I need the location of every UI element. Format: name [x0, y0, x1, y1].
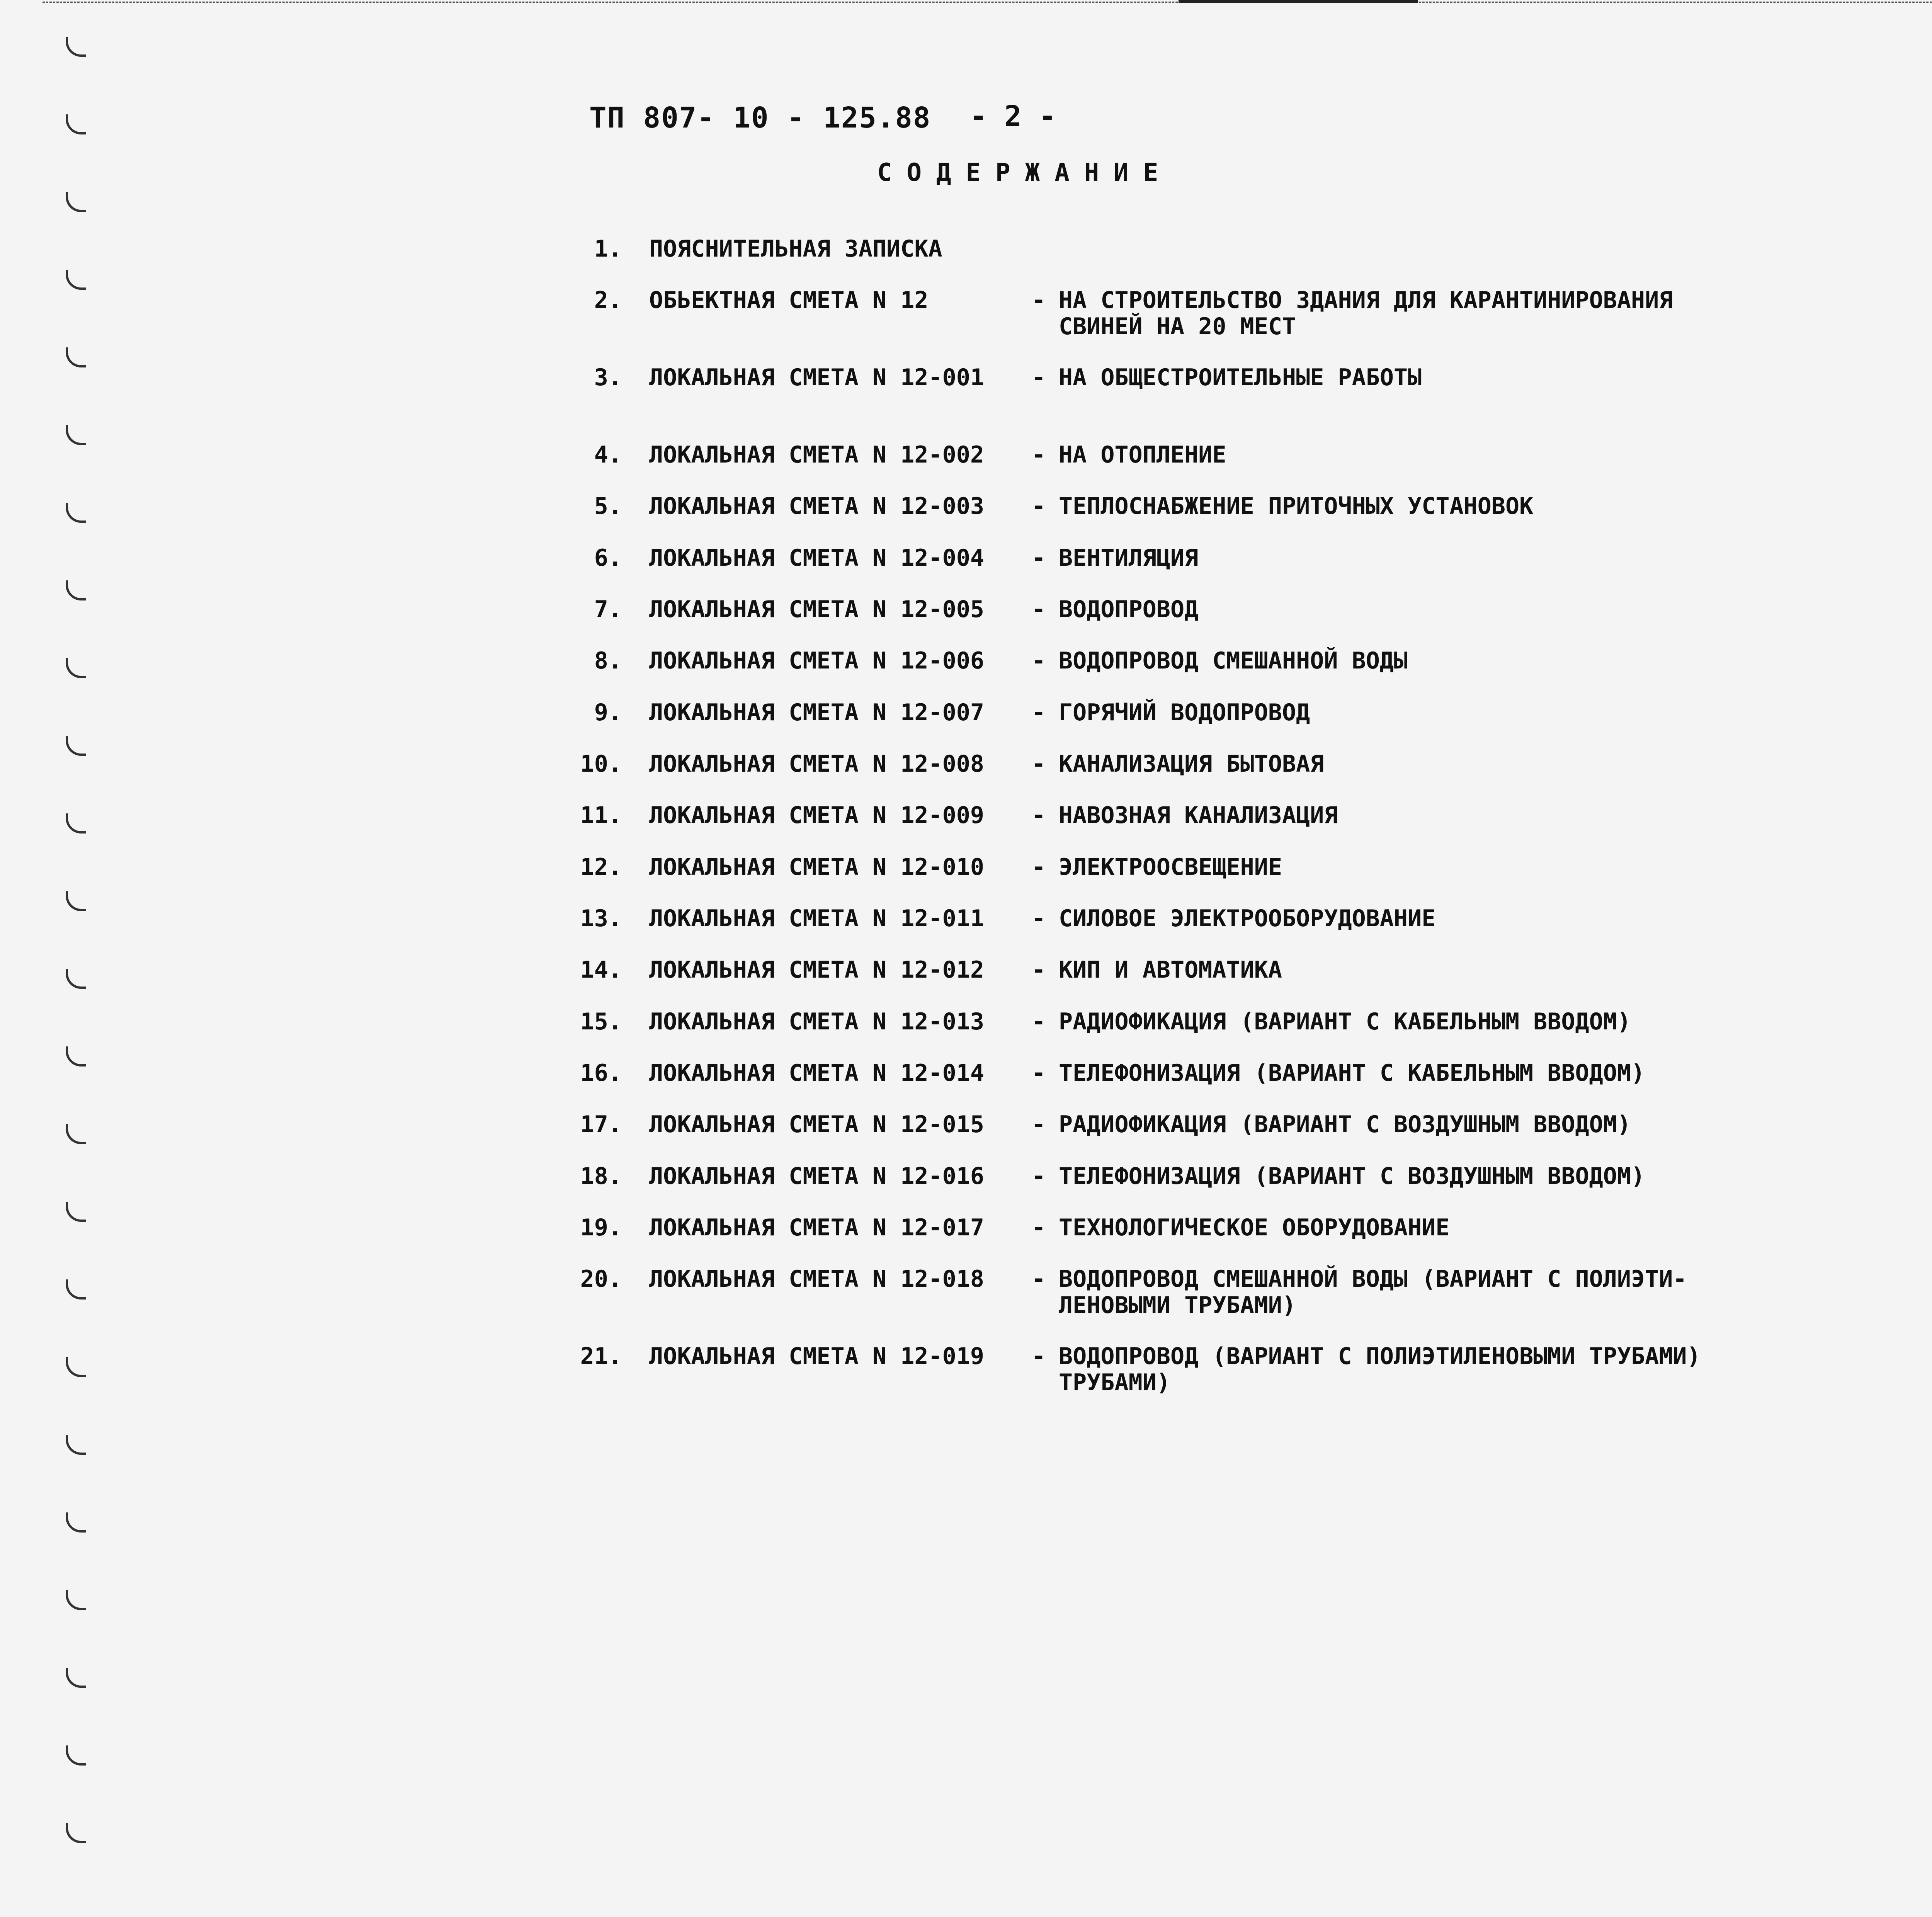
- toc-row-description: [1032, 1214, 1932, 1241]
- tractor-hole-icon: [66, 1046, 86, 1067]
- toc-row-description: [1032, 1266, 1932, 1318]
- toc-row-number: 15.: [580, 1008, 622, 1035]
- tractor-hole-icon: [66, 813, 86, 833]
- toc-row-description: [1032, 802, 1932, 828]
- toc-row-description-text: ГОРЯЧИЙ ВОДОПРОВОД: [1059, 699, 1310, 726]
- toc-row-description-text: НА ОБЩЕСТРОИТЕЛЬНЫЕ РАБОТЫ: [1059, 364, 1422, 391]
- toc-row-number: 9.: [594, 699, 622, 726]
- toc-dash: -: [1032, 802, 1046, 829]
- tractor-hole-icon: [66, 270, 86, 290]
- toc-row-number: 1.: [594, 235, 622, 262]
- toc-row-description: [1032, 1111, 1932, 1138]
- top-ink-mark: [1179, 0, 1418, 3]
- toc-dash: -: [1032, 699, 1046, 726]
- toc-dash: -: [1032, 1214, 1046, 1241]
- tractor-hole-icon: [66, 37, 86, 57]
- toc-row-document: ЛОКАЛЬНАЯ СМЕТА N 12-016: [649, 1163, 984, 1190]
- toc-row-description: [1032, 364, 1932, 391]
- toc-row-description-text: ТЕЛЕФОНИЗАЦИЯ (ВАРИАНТ С ВОЗДУШНЫМ ВВОДОМ): [1059, 1163, 1645, 1190]
- toc-row-description-text: ВЕНТИЛЯЦИЯ: [1059, 544, 1199, 572]
- toc-row-description-text: ВОДОПРОВОД СМЕШАННОЙ ВОДЫ (ВАРИАНТ С ПОЛИЭТИ- ЛЕНОВЫМИ ТРУБАМИ): [1059, 1266, 1687, 1319]
- tractor-hole-icon: [66, 1435, 86, 1455]
- tractor-hole-icon: [66, 969, 86, 989]
- tractor-hole-icon: [66, 1668, 86, 1688]
- tractor-hole-icon: [66, 1279, 86, 1300]
- tractor-hole-icon: [66, 1745, 86, 1766]
- tractor-hole-icon: [66, 192, 86, 212]
- toc-row-description: [1032, 1163, 1932, 1189]
- toc-row-document: ЛОКАЛЬНАЯ СМЕТА N 12-006: [649, 647, 984, 674]
- toc-row-description: [1032, 596, 1932, 623]
- toc-row-document: ЛОКАЛЬНАЯ СМЕТА N 12-010: [649, 854, 984, 881]
- toc-row-description: [1032, 1343, 1932, 1396]
- toc-row-document: ЛОКАЛЬНАЯ СМЕТА N 12-005: [649, 596, 984, 623]
- toc-row-number: 17.: [580, 1111, 622, 1138]
- toc-row-number: 19.: [580, 1214, 622, 1241]
- toc-row-document: ЛОКАЛЬНАЯ СМЕТА N 12-018: [649, 1266, 984, 1293]
- tractor-hole-icon: [66, 658, 86, 678]
- tractor-hole-icon: [66, 1202, 86, 1222]
- toc-row-number: 16.: [580, 1060, 622, 1087]
- toc-row-document: ЛОКАЛЬНАЯ СМЕТА N 12-019: [649, 1343, 984, 1370]
- toc-dash: -: [1032, 854, 1046, 881]
- toc-dash: -: [1032, 1111, 1046, 1138]
- toc-row-document: ЛОКАЛЬНАЯ СМЕТА N 12-012: [649, 956, 984, 983]
- toc-dash: -: [1032, 1008, 1046, 1035]
- toc-row-description-text: ЭЛЕКТРООСВЕЩЕНИЕ: [1059, 854, 1282, 881]
- tractor-hole-icon: [66, 736, 86, 756]
- toc-row-description-text: ВОДОПРОВОД (ВАРИАНТ С ПОЛИЭТИЛЕНОВЫМИ ТРУБАМИ) ТРУБАМИ): [1059, 1343, 1701, 1396]
- toc-row-document: ЛОКАЛЬНАЯ СМЕТА N 12-001: [649, 364, 984, 391]
- toc-row-document: ЛОКАЛЬНАЯ СМЕТА N 12-014: [649, 1060, 984, 1087]
- toc-row-description: [1032, 905, 1932, 932]
- toc-dash: -: [1032, 1163, 1046, 1190]
- toc-dash: -: [1032, 647, 1046, 674]
- toc-row-number: 4.: [594, 441, 622, 468]
- tractor-hole-icon: [66, 580, 86, 600]
- toc-row-document: ЛОКАЛЬНАЯ СМЕТА N 12-004: [649, 544, 984, 572]
- toc-row-description: [1032, 1060, 1932, 1086]
- toc-dash: -: [1032, 364, 1046, 391]
- toc-row-document: ЛОКАЛЬНАЯ СМЕТА N 12-008: [649, 750, 984, 777]
- toc-row-number: 10.: [580, 750, 622, 777]
- toc-dash: -: [1032, 905, 1046, 932]
- toc-row-description-text: РАДИОФИКАЦИЯ (ВАРИАНТ С ВОЗДУШНЫМ ВВОДОМ): [1059, 1111, 1631, 1138]
- toc-dash: -: [1032, 441, 1046, 468]
- tractor-hole-icon: [66, 503, 86, 523]
- toc-row-number: 13.: [580, 905, 622, 932]
- toc-row-number: 3.: [594, 364, 622, 391]
- toc-dash: -: [1032, 956, 1046, 983]
- toc-row-description: [1032, 287, 1932, 340]
- toc-row-number: 8.: [594, 647, 622, 674]
- toc-row-description-text: КИП И АВТОМАТИКА: [1059, 956, 1282, 983]
- toc-row-number: 14.: [580, 956, 622, 983]
- toc-row-description: [1032, 1009, 1932, 1035]
- toc-row-description-text: ВОДОПРОВОД СМЕШАННОЙ ВОДЫ: [1059, 647, 1408, 674]
- toc-row-description: [1032, 648, 1932, 674]
- toc-row-number: 11.: [580, 802, 622, 829]
- toc-row-number: 18.: [580, 1163, 622, 1190]
- tractor-hole-icon: [66, 1124, 86, 1144]
- tractor-hole-icon: [66, 891, 86, 911]
- toc-row-number: 21.: [580, 1343, 622, 1370]
- toc-dash: -: [1032, 596, 1046, 623]
- toc-row-document: ПОЯСНИТЕЛЬНАЯ ЗАПИСКА: [649, 235, 942, 262]
- tractor-hole-icon: [66, 1590, 86, 1610]
- toc-row-document: ЛОКАЛЬНАЯ СМЕТА N 12-015: [649, 1111, 984, 1138]
- toc-row-number: 12.: [580, 854, 622, 881]
- toc-row-document: ЛОКАЛЬНАЯ СМЕТА N 12-017: [649, 1214, 984, 1241]
- tractor-hole-icon: [66, 1823, 86, 1843]
- tractor-hole-icon: [66, 347, 86, 367]
- toc-dash: -: [1032, 544, 1046, 572]
- toc-dash: -: [1032, 1060, 1046, 1087]
- toc-row-description: [1032, 699, 1932, 726]
- toc-row-description-text: РАДИОФИКАЦИЯ (ВАРИАНТ С КАБЕЛЬНЫМ ВВОДОМ): [1059, 1008, 1631, 1035]
- toc-row-description-text: КАНАЛИЗАЦИЯ БЫТОВАЯ: [1059, 750, 1324, 777]
- toc-dash: -: [1032, 1343, 1046, 1370]
- toc-row-number: 2.: [594, 287, 622, 314]
- toc-row-description: [1032, 545, 1932, 571]
- toc-row-number: 6.: [594, 544, 622, 572]
- toc-row-description-text: НА ОТОПЛЕНИЕ: [1059, 441, 1226, 468]
- tractor-hole-icon: [66, 1357, 86, 1377]
- toc-dash: -: [1032, 493, 1046, 520]
- toc-row-document: ЛОКАЛЬНАЯ СМЕТА N 12-007: [649, 699, 984, 726]
- top-perforation-line: [43, 2, 1932, 7]
- toc-row-description-text: СИЛОВОЕ ЭЛЕКТРООБОРУДОВАНИЕ: [1059, 905, 1436, 932]
- toc-row-description-text: ВОДОПРОВОД: [1059, 596, 1199, 623]
- toc-row-document: ЛОКАЛЬНАЯ СМЕТА N 12-011: [649, 905, 984, 932]
- tractor-hole-icon: [66, 114, 86, 134]
- toc-row-description: [1032, 493, 1932, 519]
- toc-dash: -: [1032, 750, 1046, 777]
- toc-row-description-text: НА СТРОИТЕЛЬСТВО ЗДАНИЯ ДЛЯ КАРАНТИНИРОВАНИЯ СВИНЕЙ НА 20 МЕСТ: [1059, 287, 1673, 340]
- toc-row-number: 7.: [594, 596, 622, 623]
- toc-row-number: 20.: [580, 1266, 622, 1293]
- toc-row-description-text: НАВОЗНАЯ КАНАЛИЗАЦИЯ: [1059, 802, 1338, 829]
- tractor-hole-icon: [66, 425, 86, 445]
- toc-row-document: ЛОКАЛЬНАЯ СМЕТА N 12-009: [649, 802, 984, 829]
- toc-row-description: [1032, 854, 1932, 880]
- toc-row-document: ЛОКАЛЬНАЯ СМЕТА N 12-002: [649, 441, 984, 468]
- document-code: ТП 807- 10 - 125.88: [589, 101, 931, 134]
- toc-row-description-text: ТЕЛЕФОНИЗАЦИЯ (ВАРИАНТ С КАБЕЛЬНЫМ ВВОДОМ): [1059, 1060, 1645, 1087]
- toc-row-description: [1032, 957, 1932, 983]
- toc-row-description-text: ТЕПЛОСНАБЖЕНИЕ ПРИТОЧНЫХ УСТАНОВОК: [1059, 493, 1534, 520]
- tractor-hole-icon: [66, 1512, 86, 1533]
- toc-row-document: ЛОКАЛЬНАЯ СМЕТА N 12-003: [649, 493, 984, 520]
- toc-row-description: [1032, 751, 1932, 777]
- page-title: СОДЕРЖАНИЕ: [877, 158, 1173, 187]
- toc-row-document: ЛОКАЛЬНАЯ СМЕТА N 12-013: [649, 1008, 984, 1035]
- toc-row-description: [1032, 442, 1932, 468]
- page-number: - 2 -: [970, 100, 1056, 133]
- toc-row-document: ОБЬЕКТНАЯ СМЕТА N 12: [649, 287, 929, 314]
- toc-row-description-text: ТЕХНОЛОГИЧЕСКОЕ ОБОРУДОВАНИЕ: [1059, 1214, 1450, 1241]
- left-tractor-holes: [66, 0, 97, 1917]
- toc-dash: -: [1032, 1266, 1046, 1293]
- toc-row-number: 5.: [594, 493, 622, 520]
- toc-dash: -: [1032, 287, 1046, 314]
